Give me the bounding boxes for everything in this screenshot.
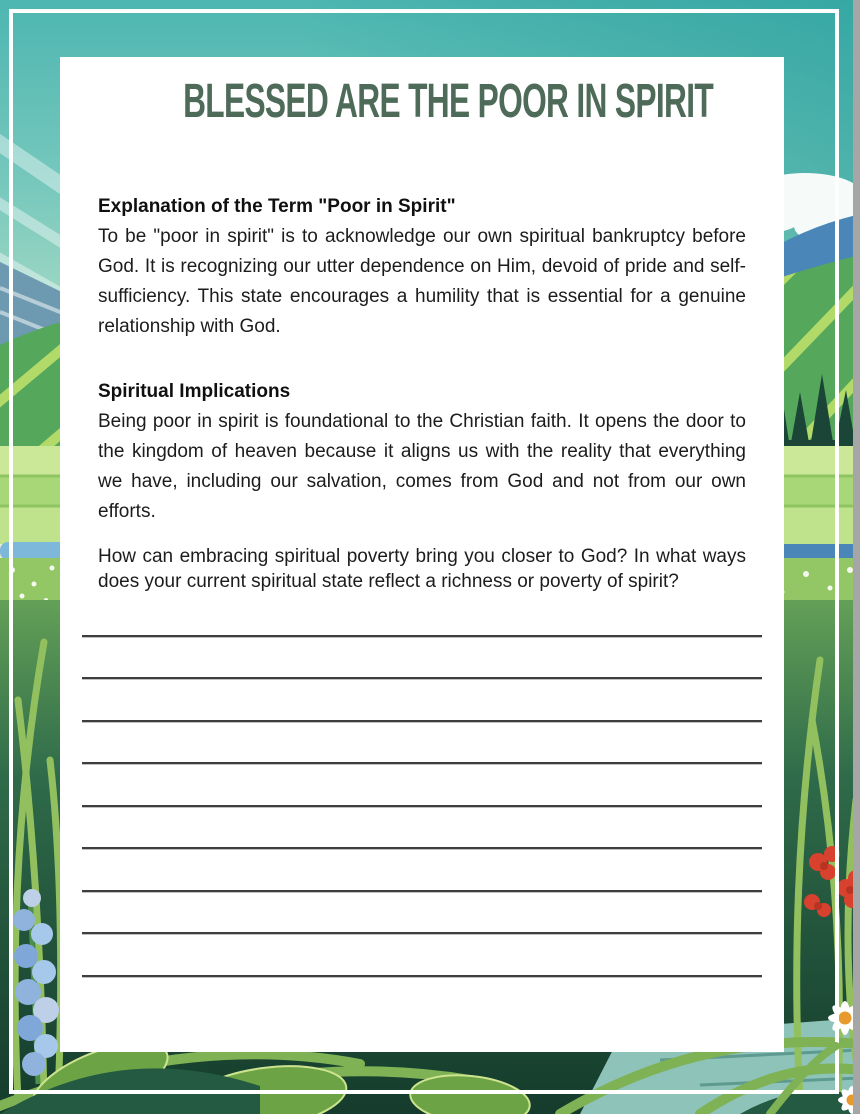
section-body: Being poor in spirit is foundational to the Christian faith. It opens the door to the kingdom of heaven because it aligns us with the reality that everything we have, including our salvation, comes from God and not from our own efforts. <box>98 411 746 522</box>
answer-line <box>82 892 762 935</box>
answer-line <box>82 594 762 637</box>
answer-line <box>82 849 762 892</box>
worksheet-card <box>60 57 784 1052</box>
answer-line <box>82 679 762 722</box>
page-title: BLESSED ARE THE POOR IN SPIRIT <box>183 75 714 128</box>
answer-line <box>82 722 762 765</box>
answer-lines <box>82 594 762 977</box>
section-heading: Explanation of the Term "Poor in Spirit" <box>98 196 456 217</box>
answer-line <box>82 637 762 680</box>
section-heading: Spiritual Implications <box>98 381 291 402</box>
section-implications <box>98 377 746 527</box>
section-explanation <box>98 192 746 342</box>
window-edge <box>853 0 860 1114</box>
answer-line <box>82 807 762 850</box>
answer-line <box>82 934 762 977</box>
answer-line <box>82 764 762 807</box>
section-body: To be "poor in spirit" is to acknowledge our own spiritual bankruptcy before God. It is recognizing our utter dependence on Him, devoid of pride and self-sufficiency. This state encourages a humility that is essential for a genuine relationship with God. <box>98 226 746 337</box>
reflection-question: How can embracing spiritual poverty bring you closer to God? In what ways does your current spiritual state reflect a richness or poverty of spirit? <box>98 546 746 592</box>
